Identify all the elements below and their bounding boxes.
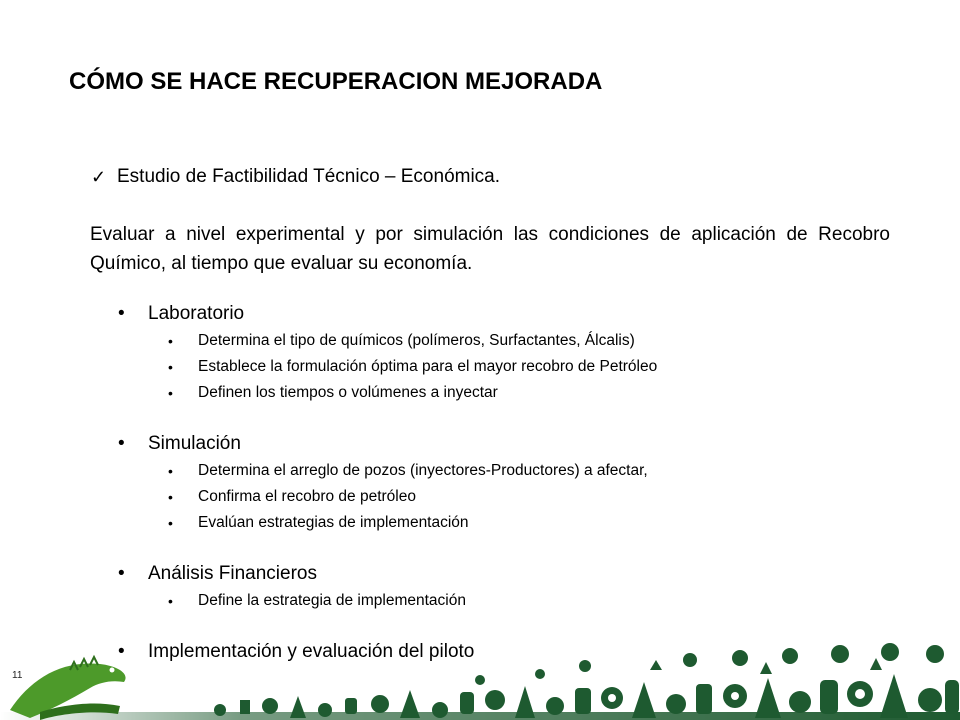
- bullet-icon: •: [168, 333, 173, 349]
- sub-bullet-item: [118, 510, 878, 536]
- bullet-icon: •: [168, 385, 173, 401]
- sub-bullet-item: [118, 380, 878, 406]
- bullet-group-analisis: [118, 560, 878, 614]
- bullet-list: [118, 300, 878, 690]
- page-number: 11: [12, 670, 23, 681]
- bullet-icon: •: [118, 303, 125, 324]
- bullet-item: [118, 430, 878, 458]
- sub-bullet-text: Define la estrategia de implementación: [198, 592, 466, 609]
- intro-paragraph: Evaluar a nivel experimental y por simulación las condiciones de aplicación de Recobro Químico, al tiempo que evaluar su economía.: [90, 224, 890, 274]
- sub-bullet-item: [118, 484, 878, 510]
- sub-bullet-text: Confirma el recobro de petróleo: [198, 488, 416, 505]
- bullet-label: Análisis Financieros: [148, 563, 317, 584]
- bullet-label: Implementación y evaluación del piloto: [148, 641, 475, 662]
- bullet-group-simulacion: [118, 430, 878, 536]
- sub-bullet-item: [118, 328, 878, 354]
- sub-bullet-text: Evalúan estrategias de implementación: [198, 514, 469, 531]
- footer-shapes: [214, 643, 959, 718]
- bullet-icon: •: [118, 433, 125, 454]
- bullet-icon: •: [168, 463, 173, 479]
- bullet-icon: •: [118, 641, 125, 662]
- sub-bullet-text: Determina el tipo de químicos (polímeros, Surfactantes, Álcalis): [198, 332, 635, 349]
- sub-bullet-item: [118, 354, 878, 380]
- slide-title: CÓMO SE HACE RECUPERACION MEJORADA: [69, 68, 603, 95]
- bullet-icon: •: [168, 515, 173, 531]
- bullet-icon: •: [168, 359, 173, 375]
- bullet-label: Simulación: [148, 433, 241, 454]
- sub-bullet-item: [118, 588, 878, 614]
- sub-bullet-text: Determina el arreglo de pozos (inyectores-Productores) a afectar,: [198, 462, 648, 479]
- bullet-item: [118, 300, 878, 328]
- bullet-label: Laboratorio: [148, 303, 245, 324]
- bullet-group-laboratorio: [118, 300, 878, 406]
- iguana-mascot-icon: [10, 657, 126, 720]
- bullet-icon: •: [168, 489, 173, 505]
- sub-bullet-text: Establece la formulación óptima para el mayor recobro de Petróleo: [198, 358, 658, 375]
- bullet-icon: •: [118, 563, 125, 584]
- bullet-item: [118, 560, 878, 588]
- check-item-text: Estudio de Factibilidad Técnico – Económica.: [117, 166, 501, 187]
- sub-bullet-text: Definen los tiempos o volúmenes a inyectar: [198, 384, 498, 401]
- footer-pattern: [0, 640, 960, 720]
- sub-bullet-item: [118, 458, 878, 484]
- bullet-icon: •: [168, 593, 173, 609]
- check-item: [91, 166, 500, 188]
- checkmark-icon: ✓: [91, 166, 107, 187]
